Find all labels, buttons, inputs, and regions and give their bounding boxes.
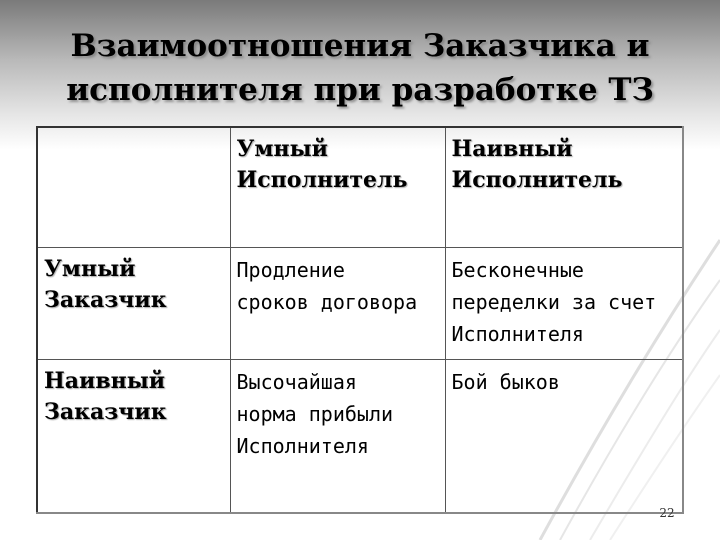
- table-cell: Бесконечные переделки за счет Исполнителя: [445, 247, 683, 359]
- table-cell: Высочайшая норма прибыли Исполнителя: [230, 359, 445, 513]
- row-header-smart-customer: Умный Заказчик: [37, 247, 230, 359]
- page-number: 22: [659, 506, 675, 520]
- table-cell: Бой быков: [445, 359, 683, 513]
- table-cell: Продление сроков договора: [230, 247, 445, 359]
- column-header-smart-contractor: Умный Исполнитель: [230, 127, 445, 247]
- row-header-naive-customer: Наивный Заказчик: [37, 359, 230, 513]
- slide-title: [20, 24, 700, 112]
- table-header-row: [37, 127, 683, 247]
- empty-corner-cell: [37, 127, 230, 247]
- comparison-table: [36, 126, 684, 514]
- title-line-1: Взаимоотношения Заказчика и: [70, 28, 650, 64]
- table-row: [37, 247, 683, 359]
- column-header-naive-contractor: Наивный Исполнитель: [445, 127, 683, 247]
- table-row: [37, 359, 683, 513]
- title-line-2: исполнителя при разработке ТЗ: [66, 72, 654, 108]
